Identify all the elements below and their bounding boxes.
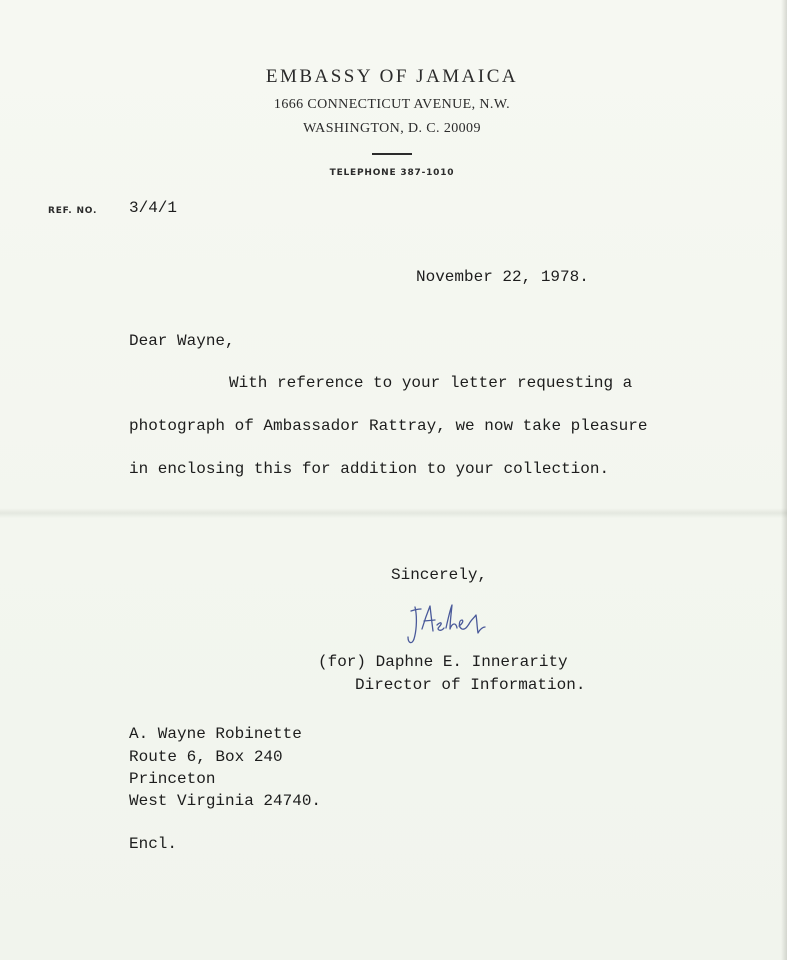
recipient-line-1: A. Wayne Robinette: [129, 725, 302, 743]
letterhead-telephone: TELEPHONE 387-1010: [329, 168, 455, 178]
body-line-2: photograph of Ambassador Rattray, we now take pleasure: [129, 417, 648, 435]
letter-date: November 22, 1978.: [416, 268, 589, 286]
paper-fold: [0, 508, 787, 518]
reference-label: REF. NO.: [48, 206, 98, 216]
body-line-3: in enclosing this for addition to your collection.: [129, 460, 610, 478]
signer-title: Director of Information.: [355, 676, 586, 694]
salutation: Dear Wayne,: [129, 332, 235, 350]
letterhead-divider: [372, 153, 412, 155]
recipient-line-4: West Virginia 24740.: [129, 792, 322, 810]
letterhead-address-line2: WASHINGTON, D. C. 20009: [303, 121, 481, 136]
body-line-1: With reference to your letter requesting a: [229, 374, 633, 392]
paper-edge-shadow: [781, 0, 787, 960]
letterhead-address-line1: 1666 CONNECTICUT AVENUE, N.W.: [273, 97, 511, 112]
closing: Sincerely,: [391, 566, 488, 584]
letterhead-organization: EMBASSY OF JAMAICA: [265, 66, 519, 87]
handwritten-signature: [405, 601, 497, 647]
recipient-line-3: Princeton: [129, 770, 216, 788]
reference-number: 3/4/1: [129, 199, 178, 217]
enclosure-note: Encl.: [129, 835, 178, 853]
signer-name: (for) Daphne E. Innerarity: [318, 653, 568, 671]
recipient-line-2: Route 6, Box 240: [129, 748, 283, 766]
